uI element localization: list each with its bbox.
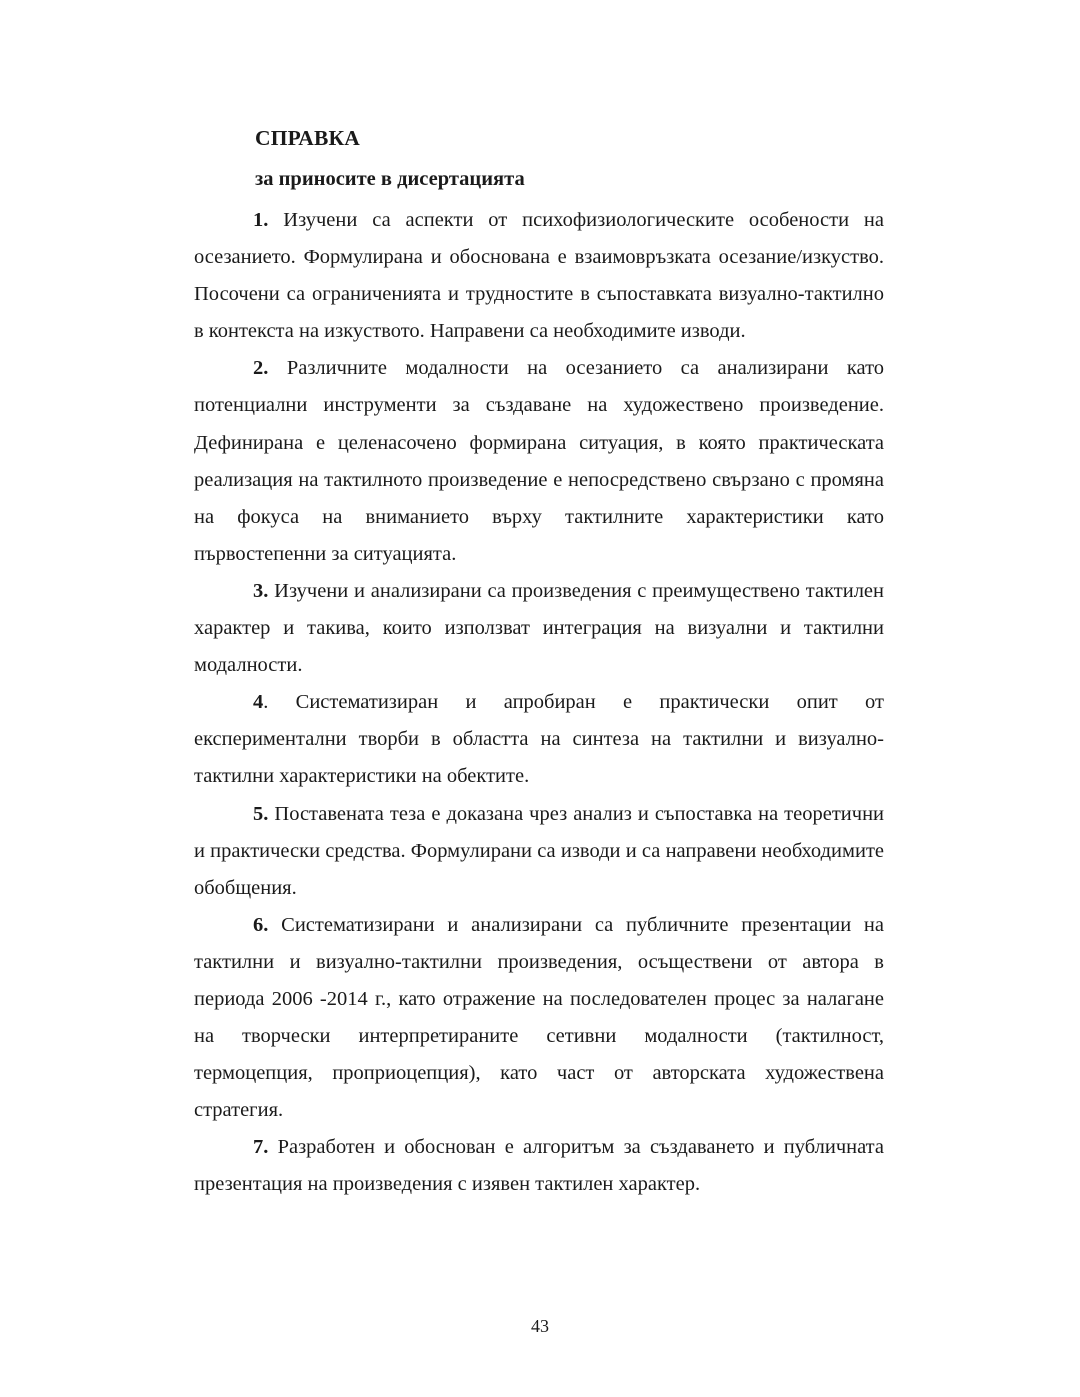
page-number: 43 (531, 1316, 549, 1336)
contributions-list (194, 202, 884, 1204)
contribution-item-6 (194, 907, 884, 1130)
contribution-number: 4 (253, 691, 264, 714)
contribution-text: Различните модалности на осезанието са анализирани като потенциални инструменти за създаване на художествено произведение. Дефинирана е целенасочено формирана ситуация, в която практическата реализация на тактилното произведение е непосредствено свързано с промяна на фокуса на вниманието върху тактилните характеристики като първостепенни за ситуацията. (194, 357, 885, 565)
contribution-text: Разработен и обоснован е алгоритъм за създаването и публичната презентация на произведения с изявен тактилен характер. (194, 1136, 884, 1196)
contribution-item-3 (194, 573, 884, 684)
contribution-text: Систематизирани и анализирани са публичните презентации на тактилни и визуално-тактилни произведения, осъществени от автора в периода 2006 -2014 г., като отражение на последователен процес за налагане на творчески интерпретираните сетивни модалности (тактилност, термоцепция, проприоцепция), като част от авторската художествена стратегия. (194, 913, 885, 1122)
contribution-number: 3. (253, 579, 269, 602)
contribution-item-1 (194, 202, 884, 350)
document-subtitle: за приносите в дисертацията (255, 168, 525, 190)
contribution-item-2 (194, 350, 884, 573)
contribution-number: 2. (253, 357, 269, 380)
contribution-item-4 (194, 684, 884, 795)
contribution-number: 7. (253, 1136, 269, 1159)
contribution-text: Поставената теза е доказана чрез анализ и съпоставка на теоретични и практически средства. Формулирани са изводи и са направени необходимите обобщения. (194, 802, 885, 899)
contribution-number: 6. (253, 913, 269, 936)
contribution-item-7 (194, 1129, 884, 1203)
contribution-number: 1. (253, 209, 269, 231)
document-title: СПРАВКА (255, 126, 361, 150)
contribution-text: Изучени са аспекти от психофизиологическите особености на осезанието. Формулирана и обоснована е взаимовръзката осезание/изкуство. Посочени са ограниченията и трудностите в съпоставката визуално-тактилно в контекста на изкуството. Направени са необходимите изводи. (194, 209, 884, 343)
contribution-text: . Систематизиран и апробиран е практически опит от експериментални творби в областта на синтеза на тактилни и визуално-тактилни характеристики на обектите. (194, 691, 884, 788)
contribution-text: Изучени и анализирани са произведения с преимуществено тактилен характер и такива, които използват интеграция на визуални и тактилни модалности. (194, 579, 884, 677)
contribution-item-5 (194, 796, 884, 907)
contribution-number: 5. (253, 802, 269, 825)
